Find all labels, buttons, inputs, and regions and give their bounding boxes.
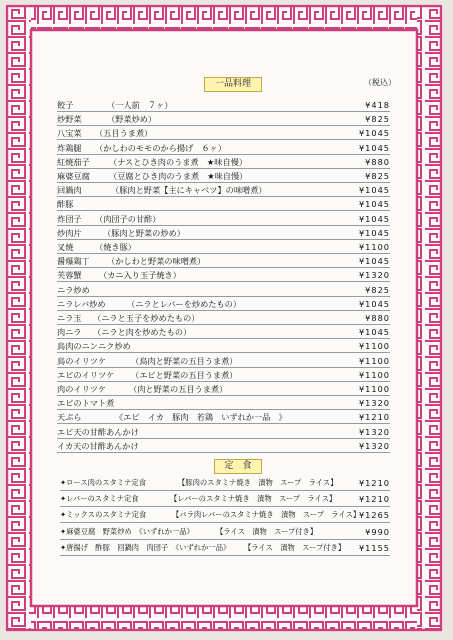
menu-item-price: ¥1045: [358, 142, 390, 153]
set-meal-name: ✦ミックスのスタミナ定食: [60, 510, 147, 520]
menu-item-price: ¥1320: [358, 440, 390, 451]
set-meal-row: [60, 510, 390, 524]
underline: [57, 168, 390, 169]
underline: [57, 125, 390, 126]
menu-item-price: ¥1320: [358, 398, 390, 409]
menu-item-row: [57, 313, 390, 325]
menu-item-price: ¥1320: [358, 270, 390, 281]
underline: [57, 352, 390, 353]
menu-item-name: 醤爆鶏丁: [57, 256, 90, 267]
menu-item-name: 炒野菜: [57, 114, 82, 125]
menu-item-row: [57, 299, 390, 311]
underline: [57, 367, 390, 368]
menu-item-row: [57, 114, 390, 126]
menu-item-row: [57, 341, 390, 353]
underline: [57, 338, 390, 339]
underline: [60, 506, 390, 507]
set-meal-row: [60, 478, 390, 492]
underline: [57, 239, 390, 240]
underline: [57, 395, 390, 396]
section-title-set-meals: 定 食: [214, 459, 262, 474]
underline: [57, 438, 390, 439]
menu-item-name: エビのイリツケ: [57, 369, 115, 380]
underline: [60, 490, 390, 491]
menu-item-description: （ニラとレバーを炒めたもの）: [127, 298, 242, 309]
set-meal-description: 【ライス 漬物 スープ付き】: [216, 526, 318, 536]
menu-item-price: ¥1100: [358, 242, 390, 252]
menu-item-name: 炸鶏腿: [57, 142, 82, 153]
underline: [57, 253, 390, 254]
menu-item-description: （かしわのモモのから揚げ ６ヶ）: [95, 142, 227, 153]
underline: [57, 210, 390, 211]
menu-item-row: [57, 370, 390, 382]
menu-item-name: 叉焼: [57, 242, 74, 252]
menu-item-row: [57, 128, 390, 140]
menu-item-price: ¥1100: [358, 355, 390, 366]
menu-item-name: 餃子: [57, 100, 74, 110]
underline: [57, 225, 390, 226]
menu-item-row: [57, 356, 390, 368]
menu-item-name: 芙蓉蟹: [57, 270, 82, 281]
set-meal-name: ✦レバーのスタミナ定食: [60, 494, 139, 504]
menu-item-description: （豚肉と野菜【主にキャベツ】の味噌煮）: [111, 185, 267, 196]
menu-item-name: 酢豚: [57, 199, 74, 210]
set-meal-row: [60, 527, 390, 541]
menu-item-description: （豆腐とひき肉のうま煮 ★味自慢）: [109, 171, 248, 181]
menu-item-price: ¥1045: [358, 227, 390, 238]
menu-item-description: （ナスとひき肉のうま煮 ★味自慢）: [109, 156, 248, 167]
menu-item-price: ¥1100: [358, 341, 390, 352]
set-meal-row: [60, 543, 390, 557]
menu-item-name: 回鍋肉: [57, 185, 82, 196]
set-meal-name: ✦麻婆豆腐 野菜炒め 《いずれか一品》: [60, 526, 194, 536]
menu-item-price: ¥825: [365, 171, 390, 181]
menu-item-name: ニラ玉: [57, 313, 82, 323]
menu-item-name: ニラレバ炒め: [57, 298, 106, 309]
set-meal-row: [60, 494, 390, 508]
menu-item-row: [57, 327, 390, 339]
menu-item-description: （ニラと玉子を炒めたもの）: [93, 313, 200, 323]
set-meal-description: 【レバーのスタミナ焼き 漬物 スープ ライス】: [170, 494, 337, 504]
underline: [57, 296, 390, 297]
menu-item-row: [57, 427, 390, 439]
underline: [57, 381, 390, 382]
menu-item-name: イカ天の甘酢あんかけ: [57, 440, 139, 451]
menu-item-price: ¥1100: [358, 369, 390, 380]
menu-item-row: [57, 412, 390, 424]
menu-item-price: ¥1100: [358, 384, 390, 394]
menu-item-name: 八宝菜: [57, 128, 82, 139]
menu-item-name: 炒肉片: [57, 227, 82, 238]
underline: [57, 423, 390, 424]
menu-item-row: [57, 441, 390, 453]
menu-item-row: [57, 242, 390, 254]
menu-item-name: 炸団子: [57, 213, 82, 224]
underline: [60, 522, 390, 523]
menu-item-name: 肉のイリツケ: [57, 384, 107, 394]
menu-item-description: （焼き豚）: [95, 242, 136, 252]
menu-item-description: 《エビ イカ 豚肉 若鶏 いずれか一品 》: [115, 412, 287, 423]
menu-item-name: 肉ニラ: [57, 327, 82, 338]
underline: [57, 196, 390, 197]
menu-item-description: （五目うま煮）: [95, 128, 153, 139]
menu-item-name: 鳥のイリツケ: [57, 355, 107, 366]
set-meal-price: ¥1210: [358, 478, 390, 488]
tax-note: （税込）: [364, 78, 396, 87]
menu-item-price: ¥1045: [358, 213, 390, 224]
menu-item-price: ¥1045: [358, 185, 390, 196]
menu-item-description: （肉と野菜の五目うま煮）: [129, 384, 228, 394]
menu-item-description: （かしわと野菜の味噌煮）: [107, 256, 206, 267]
set-meal-description: 【バラ肉レバーのスタミナ焼き 漬物 スープ ライス】: [172, 510, 361, 520]
menu-item-name: エビのトマト煮: [57, 398, 115, 409]
set-meal-price: ¥1210: [358, 494, 390, 505]
menu-item-description: （ニラと肉を炒めたもの）: [93, 327, 192, 338]
menu-item-description: （一人前 ７ヶ）: [107, 100, 173, 110]
section-title-a-la-carte: 一品料理: [204, 77, 262, 92]
menu-item-name: 天ぷら: [57, 412, 82, 423]
menu-item-description: （エビと野菜の五目うま煮）: [131, 369, 238, 380]
underline: [57, 310, 390, 311]
underline: [60, 539, 390, 540]
set-meal-price: ¥1155: [358, 542, 390, 553]
menu-item-row: [57, 171, 390, 183]
set-meal-price: ¥990: [365, 526, 390, 537]
menu-item-price: ¥1045: [358, 327, 390, 338]
underline: [57, 139, 390, 140]
underline: [57, 267, 390, 268]
menu-item-price: ¥1045: [358, 128, 390, 139]
menu-item-price: ¥880: [365, 313, 390, 323]
menu-item-row: [57, 157, 390, 169]
menu-item-name: 鳥肉のニンニク炒め: [57, 341, 131, 352]
menu-item-row: [57, 270, 390, 282]
menu-item-name: 麻婆豆腐: [57, 171, 90, 181]
menu-item-price: ¥1320: [358, 426, 390, 437]
menu-item-description: （野菜炒め）: [107, 114, 157, 125]
set-meal-name: ✦ロース肉のスタミナ定食: [60, 478, 147, 487]
menu-item-price: ¥825: [365, 284, 390, 295]
menu-item-name: エビ天の甘酢あんかけ: [57, 426, 139, 437]
menu-item-name: ニラ炒め: [57, 284, 90, 295]
underline: [57, 452, 390, 453]
menu-item-price: ¥1045: [358, 199, 390, 210]
menu-item-price: ¥418: [365, 100, 390, 110]
menu-item-row: [57, 100, 390, 112]
set-meal-name: ✦唐揚げ 酢豚 回鍋肉 肉団子 《いずれか一品》: [60, 542, 231, 552]
menu-item-price: ¥825: [365, 114, 390, 125]
menu-item-row: [57, 185, 390, 197]
menu-item-description: （カニ入り玉子焼き）: [99, 270, 181, 281]
set-meal-price: ¥1265: [358, 510, 390, 521]
menu-item-price: ¥1045: [358, 298, 390, 309]
underline: [57, 154, 390, 155]
menu-item-name: 紅焼茄子: [57, 156, 90, 167]
menu-item-row: [57, 214, 390, 226]
set-meal-description: 【ライス 漬物 スープ付き】: [244, 542, 346, 552]
menu-item-description: （豚肉と野菜の炒め）: [103, 227, 185, 238]
menu-item-description: （鳥肉と野菜の五目うま煮）: [131, 355, 238, 366]
menu-item-row: [57, 143, 390, 155]
underline: [57, 281, 390, 282]
menu-item-description: （肉団子の甘酢）: [95, 213, 161, 224]
underline: [57, 182, 390, 183]
underline: [57, 324, 390, 325]
underline: [57, 111, 390, 112]
menu-item-row: [57, 285, 390, 297]
underline: [57, 409, 390, 410]
menu-item-row: [57, 384, 390, 396]
set-meal-description: 【豚肉のスタミナ焼き 漬物 スープ ライス】: [178, 478, 338, 487]
underline: [60, 555, 390, 556]
menu-item-row: [57, 256, 390, 268]
menu-item-row: [57, 199, 390, 211]
menu-item-row: [57, 398, 390, 410]
menu-item-price: ¥1045: [358, 256, 390, 267]
menu-item-row: [57, 228, 390, 240]
menu-item-price: ¥880: [365, 156, 390, 167]
menu-item-price: ¥1210: [358, 412, 390, 423]
